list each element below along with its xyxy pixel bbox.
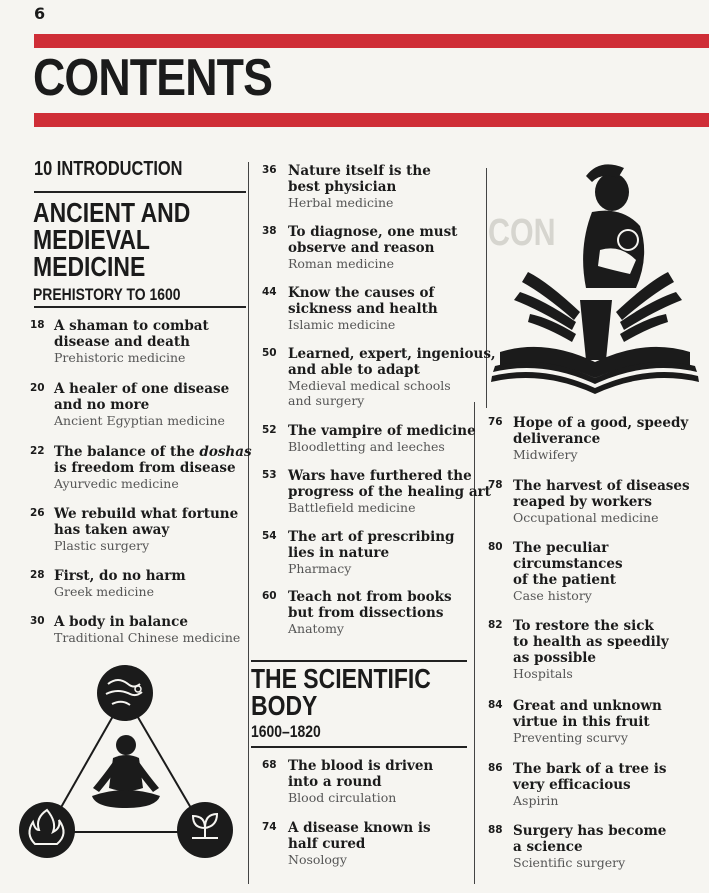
entry-subtitle: Battlefield medicine: [288, 500, 416, 515]
page-ref-number: 18: [30, 319, 45, 331]
entry-subtitle: Preventing scurvy: [513, 730, 628, 745]
page-ref-number: 30: [30, 615, 45, 627]
entry-heading-line: A body in balance: [54, 614, 188, 630]
rule: [251, 660, 467, 662]
rule: [34, 306, 246, 308]
entry-heading-line: The vampire of medicine: [288, 423, 476, 439]
entry-subtitle: Plastic surgery: [54, 538, 150, 553]
entry-subtitle: Traditional Chinese medicine: [54, 630, 241, 645]
entry-subtitle: and surgery: [288, 393, 365, 408]
entry-heading-line: Learned, expert, ingenious,: [288, 346, 496, 362]
entry-heading-line: lies in nature: [288, 545, 390, 561]
entry-heading-line: progress of the healing art: [288, 484, 491, 500]
entry-subtitle: Pharmacy: [288, 561, 352, 576]
entry-heading-line: very efficacious: [513, 777, 631, 793]
earth-element-icon: [177, 802, 233, 858]
entry-subtitle: Occupational medicine: [513, 510, 659, 525]
entry-heading-line: A disease known is: [288, 820, 431, 836]
entry-subtitle: Midwifery: [513, 447, 578, 462]
entry-heading-line: reaped by workers: [513, 494, 652, 510]
fire-element-icon: [19, 802, 75, 858]
entry-heading-line: best physician: [288, 179, 397, 195]
entry-heading-line: First, do no harm: [54, 568, 186, 584]
wind-element-icon: [97, 665, 153, 721]
entry-subtitle: Roman medicine: [288, 256, 394, 271]
page-ref-number: 80: [488, 541, 503, 553]
entry-heading-line: To diagnose, one must: [288, 224, 458, 240]
page-ref-number: 86: [488, 762, 503, 774]
entry-subtitle: Medieval medical schools: [288, 378, 451, 393]
page-ref-number: 84: [488, 699, 503, 711]
section-title-scientific: THE SCIENTIFIC BODY: [251, 663, 431, 721]
entry-subtitle: Ancient Egyptian medicine: [54, 413, 225, 428]
entry-heading-line: observe and reason: [288, 240, 435, 256]
page-ref-number: 36: [262, 164, 277, 176]
entry-heading-line: disease and death: [54, 334, 190, 350]
entry-heading-line: of the patient: [513, 572, 617, 588]
entry-heading-line: and no more: [54, 397, 150, 413]
page-ref-number: 20: [30, 382, 45, 394]
entry-subtitle: Greek medicine: [54, 584, 154, 599]
entry-subtitle: Islamic medicine: [288, 317, 396, 332]
entry-heading-line: Great and unknown: [513, 698, 662, 714]
page-ref-number: 26: [30, 507, 45, 519]
entry-heading-line: is freedom from disease: [54, 460, 236, 476]
entry-heading-line: virtue in this fruit: [513, 714, 650, 730]
entry-heading-line: as possible: [513, 650, 596, 666]
entry-subtitle: Anatomy: [288, 621, 344, 636]
entry-subtitle: Prehistoric medicine: [54, 350, 186, 365]
column-divider-2b: [474, 402, 475, 884]
top-red-bar: [34, 34, 709, 48]
page-ref-number: 60: [262, 590, 277, 602]
column-divider-2a: [486, 168, 487, 408]
entry-heading-line: The balance of the doshas: [54, 444, 252, 460]
rule: [34, 191, 246, 193]
entry-heading-line: half cured: [288, 836, 366, 852]
section-title-ancient: ANCIENT AND MEDIEVAL MEDICINE: [33, 197, 191, 282]
entry-heading-line: sickness and health: [288, 301, 438, 317]
page-title: CONTENTS: [33, 49, 273, 107]
entry-heading-line: Know the causes of: [288, 285, 435, 301]
entry-heading-line: Wars have furthered the: [288, 468, 472, 484]
entry-subtitle: Aspirin: [513, 793, 559, 808]
entry-heading-line: The blood is driven: [288, 758, 434, 774]
entry-heading-line: a science: [513, 839, 583, 855]
page-ref-number: 76: [488, 416, 503, 428]
entry-heading-line: The bark of a tree is: [513, 761, 667, 777]
entry-heading-line: Surgery has become: [513, 823, 667, 839]
bleed-through-text: CON: [488, 212, 556, 254]
entry-heading-line: to health as speedily: [513, 634, 669, 650]
page-ref-number: 74: [262, 821, 277, 833]
page-ref-number: 78: [488, 479, 503, 491]
entry-heading-line: The peculiar: [513, 540, 609, 556]
page-ref-number: 28: [30, 569, 45, 581]
entry-heading-line: and able to adapt: [288, 362, 420, 378]
entry-heading-line: To restore the sick: [513, 618, 654, 634]
entry-heading-line: Hope of a good, speedy: [513, 415, 689, 431]
entry-subtitle: Bloodletting and leeches: [288, 439, 445, 454]
entry-subtitle: Case history: [513, 588, 592, 603]
bottom-red-bar: [34, 113, 709, 127]
rule: [251, 746, 467, 748]
section-subtitle-scientific: 1600–1820: [251, 722, 321, 741]
entry-heading-line: The art of prescribing: [288, 529, 455, 545]
entry-subtitle: Ayurvedic medicine: [54, 476, 179, 491]
page-number: 6: [34, 4, 46, 23]
entry-heading-line: Nature itself is the: [288, 163, 431, 179]
section-subtitle-ancient: PREHISTORY TO 1600: [33, 285, 181, 304]
entry-subtitle: Hospitals: [513, 666, 573, 681]
entry-heading-line: into a round: [288, 774, 382, 790]
entry-heading-line: deliverance: [513, 431, 601, 447]
page-ref-number: 54: [262, 530, 277, 542]
entry-heading-line: A healer of one disease: [54, 381, 230, 397]
page-ref-number: 38: [262, 225, 277, 237]
entry-heading-line: The harvest of diseases: [513, 478, 690, 494]
entry-heading-line: circumstances: [513, 556, 623, 572]
page-ref-number: 68: [262, 759, 277, 771]
italic-term: doshas: [199, 444, 252, 460]
entry-subtitle: Blood circulation: [288, 790, 397, 805]
page-ref-number: 82: [488, 619, 503, 631]
page-ref-number: 53: [262, 469, 277, 481]
entry-heading-line: Teach not from books: [288, 589, 452, 605]
meditating-figure-icon: [92, 735, 160, 808]
entry-heading-line: We rebuild what fortune: [54, 506, 239, 522]
entry-subtitle: Nosology: [288, 852, 347, 867]
page-ref-number: 50: [262, 347, 277, 359]
introduction-link[interactable]: 10 INTRODUCTION: [34, 158, 183, 180]
entry-subtitle: Herbal medicine: [288, 195, 394, 210]
page-ref-number: 52: [262, 424, 277, 436]
page-ref-number: 88: [488, 824, 503, 836]
column-divider-1: [248, 162, 249, 884]
page-ref-number: 22: [30, 445, 45, 457]
entry-heading-line: but from dissections: [288, 605, 444, 621]
entry-heading-line: has taken away: [54, 522, 170, 538]
entry-subtitle: Scientific surgery: [513, 855, 626, 870]
page-ref-number: 44: [262, 286, 277, 298]
entry-heading-line: A shaman to combat: [54, 318, 209, 334]
